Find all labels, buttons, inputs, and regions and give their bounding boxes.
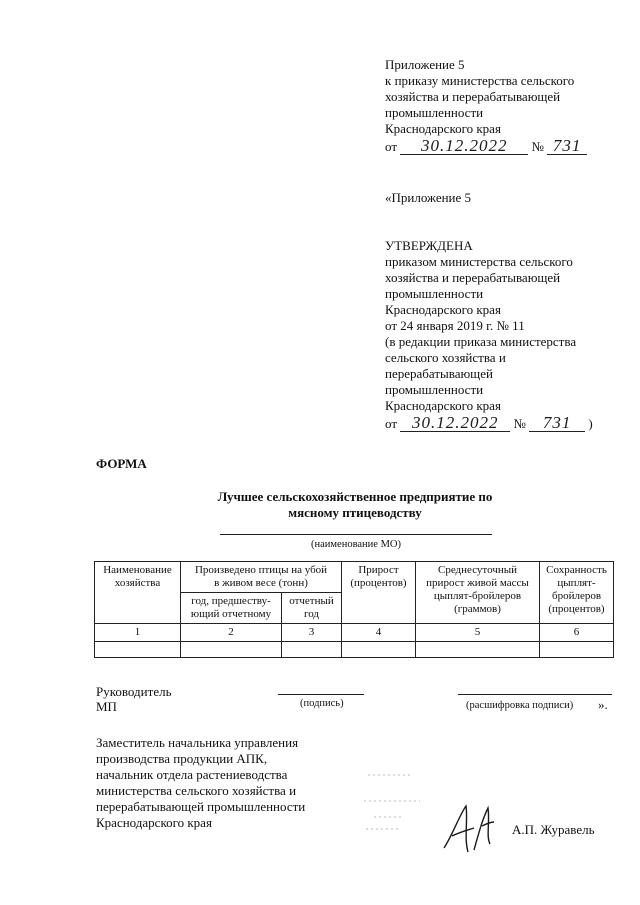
- deputy-line: Краснодарского края: [96, 815, 212, 830]
- header-line: хозяйства и перерабатывающей: [385, 89, 561, 104]
- approved-line: от 24 января 2019 г. № 11: [385, 318, 525, 333]
- table-cell[interactable]: [342, 642, 416, 658]
- table-cell: 3: [282, 624, 342, 642]
- order-date-line: от 30.12.2022 № 731: [385, 138, 587, 155]
- signature-caption: (подпись): [300, 698, 344, 709]
- deputy-line: министерства сельского хозяйства и: [96, 783, 297, 798]
- table-cell[interactable]: [181, 642, 282, 658]
- approved-line: (в редакции приказа министерства: [385, 334, 577, 349]
- header-growth: Прирост (процентов): [342, 562, 416, 624]
- handwritten-date: 30.12.2022: [400, 138, 528, 155]
- header-prev-year: год, предшеству- ющий отчетному: [181, 593, 282, 624]
- table-cell[interactable]: [95, 642, 181, 658]
- table-cell: 6: [540, 624, 614, 642]
- approved-line: перерабатывающей: [385, 366, 493, 381]
- table-cell: 5: [416, 624, 540, 642]
- decode-line: [458, 694, 612, 695]
- table-cell[interactable]: [282, 642, 342, 658]
- approved-date-line: от 30.12.2022 № 731 ): [385, 413, 593, 432]
- faint-stamp-mark: [360, 765, 440, 835]
- decode-caption: (расшифровка подписи): [466, 700, 574, 711]
- table-cell: 1: [95, 624, 181, 642]
- table-row-empty: [95, 642, 614, 658]
- table-cell[interactable]: [416, 642, 540, 658]
- handwritten-date: 30.12.2022: [400, 415, 510, 432]
- approved-line: промышленности: [385, 382, 484, 397]
- mp-label: МП: [96, 699, 117, 714]
- table-cell: 2: [181, 624, 282, 642]
- handwritten-number: 731: [529, 415, 585, 432]
- deputy-line: начальник отдела растениеводства: [96, 767, 288, 782]
- header-daily-gain: Среднесуточный прирост живой массы цыплят-бройлеров (граммов): [416, 562, 540, 624]
- approved-line: хозяйства и перерабатывающей: [385, 270, 561, 285]
- approved-line: Краснодарского края: [385, 302, 501, 317]
- header-safety: Сохранность цыплят- бройлеров (процентов): [540, 562, 614, 624]
- header-order-block: [385, 57, 587, 155]
- head-label: Руководитель: [96, 684, 172, 699]
- approved-line: приказом министерства сельского: [385, 254, 573, 269]
- signature-line: [278, 694, 364, 695]
- table-cell: 4: [342, 624, 416, 642]
- header-line: промышленности: [385, 105, 484, 120]
- header-report-year: отчетный год: [282, 593, 342, 624]
- form-label: ФОРМА: [96, 456, 147, 471]
- form-table: [94, 561, 614, 658]
- approved-line: сельского хозяйства и: [385, 350, 506, 365]
- approved-block: [385, 238, 593, 432]
- header-name: Наименование хозяйства: [95, 562, 181, 624]
- signer-name: А.П. Журавель: [512, 822, 595, 837]
- end-mark: ».: [598, 697, 608, 712]
- handwritten-signature: [438, 800, 498, 860]
- deputy-block: [96, 735, 305, 831]
- quote-appendix-line: «Приложение 5: [385, 190, 472, 205]
- mo-name-line: [220, 534, 492, 535]
- approved-line: Краснодарского края: [385, 398, 501, 413]
- header-line: Краснодарского края: [385, 121, 501, 136]
- approved-line: промышленности: [385, 286, 484, 301]
- deputy-line: Заместитель начальника управления: [96, 735, 299, 750]
- handwritten-number: 731: [547, 138, 587, 155]
- deputy-line: перерабатывающей промышленности: [96, 799, 306, 814]
- table-cell[interactable]: [540, 642, 614, 658]
- deputy-line: производства продукции АПК,: [96, 751, 268, 766]
- header-line: Приложение 5: [385, 57, 465, 72]
- table-row-numbers: [95, 624, 614, 642]
- header-line: к приказу министерства сельского: [385, 73, 575, 88]
- form-title: Лучшее сельскохозяйственное предприятие по мясному птицеводству: [217, 489, 493, 520]
- header-produced: Произведено птицы на убой в живом весе (тонн): [181, 562, 342, 593]
- mo-caption: (наименование МО): [311, 539, 401, 550]
- approved-title: УТВЕРЖДЕНА: [385, 238, 473, 253]
